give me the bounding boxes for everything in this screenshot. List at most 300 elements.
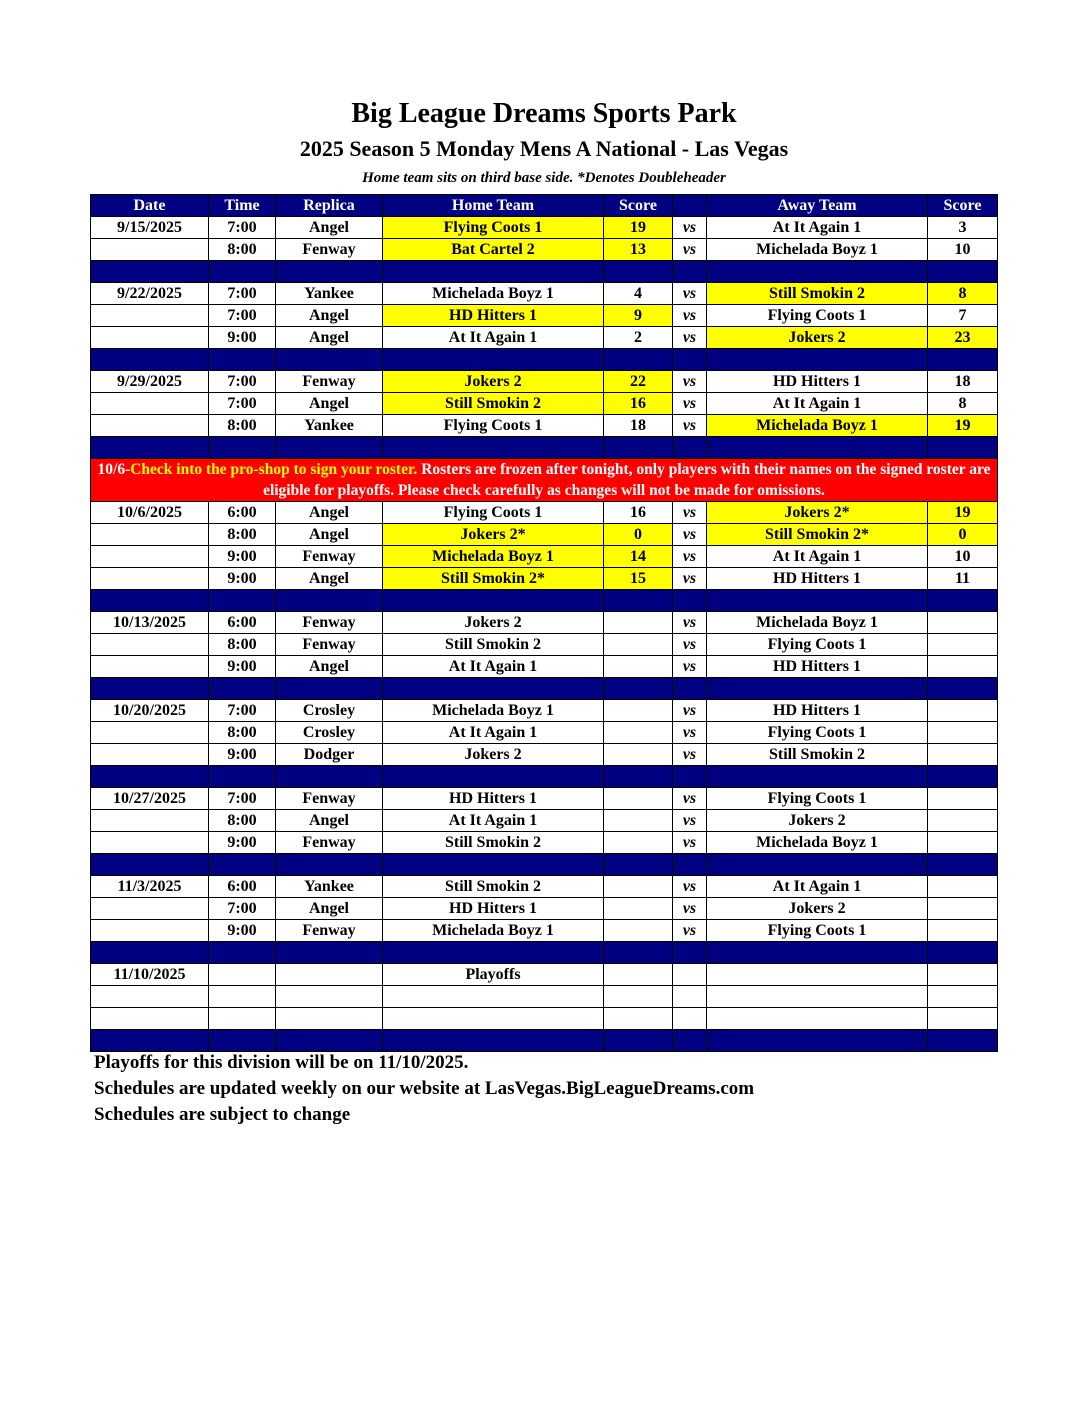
away-score-cell: 18 [928, 371, 998, 393]
separator-cell [209, 437, 276, 459]
separator-cell [276, 261, 383, 283]
home-team-cell: Jokers 2 [383, 612, 604, 634]
week-separator-row [91, 437, 998, 459]
footer-playoffs-note: Playoffs for this division will be on 11/10/2025. [94, 1052, 469, 1073]
field-cell: Crosley [276, 700, 383, 722]
home-score-cell [604, 986, 673, 1008]
field-cell: Angel [276, 656, 383, 678]
page-title: Big League Dreams Sports Park [351, 98, 737, 129]
separator-cell [604, 261, 673, 283]
date-cell [91, 568, 209, 590]
home-score-cell [604, 612, 673, 634]
home-team-cell: HD Hitters 1 [383, 788, 604, 810]
vs-cell: vs [673, 876, 707, 898]
separator-cell [673, 678, 707, 700]
home-team-cell: Flying Coots 1 [383, 502, 604, 524]
notice-text: Rosters are frozen after tonight, only players with their names on the signed roster are eligible for playoffs. Please check carefully as changes will not be made for omissions. [263, 461, 991, 499]
field-cell [276, 986, 383, 1008]
time-cell: 6:00 [209, 612, 276, 634]
home-team-cell: Still Smokin 2 [383, 634, 604, 656]
date-cell: 10/6/2025 [91, 502, 209, 524]
field-cell: Fenway [276, 634, 383, 656]
home-team-cell: HD Hitters 1 [383, 305, 604, 327]
date-cell [91, 327, 209, 349]
date-cell: 11/10/2025 [91, 964, 209, 986]
vs-cell [673, 986, 707, 1008]
footer-website-note: Schedules are updated weekly on our website at LasVegas.BigLeagueDreams.com [94, 1078, 755, 1099]
date-cell [91, 415, 209, 437]
roster-notice-row [91, 459, 998, 502]
game-row [91, 415, 998, 437]
vs-cell: vs [673, 502, 707, 524]
game-row [91, 217, 998, 239]
separator-cell [383, 942, 604, 964]
vs-cell: vs [673, 524, 707, 546]
away-score-cell [928, 612, 998, 634]
week-separator-row [91, 942, 998, 964]
week-separator-row [91, 1030, 998, 1052]
field-cell: Angel [276, 810, 383, 832]
away-team-cell: HD Hitters 1 [707, 371, 928, 393]
home-score-cell [604, 964, 673, 986]
game-row [91, 832, 998, 854]
date-cell [91, 744, 209, 766]
vs-cell: vs [673, 700, 707, 722]
separator-cell [383, 349, 604, 371]
field-cell: Crosley [276, 722, 383, 744]
separator-cell [383, 261, 604, 283]
home-score-cell [604, 898, 673, 920]
field-cell: Yankee [276, 876, 383, 898]
game-row [91, 305, 998, 327]
page-note: Home team sits on third base side. *Denotes Doubleheader [362, 170, 726, 186]
home-team-cell: Playoffs [383, 964, 604, 986]
away-score-cell [928, 700, 998, 722]
separator-cell [276, 766, 383, 788]
date-cell [91, 305, 209, 327]
separator-cell [707, 1030, 928, 1052]
roster-notice [91, 459, 998, 502]
time-cell: 8:00 [209, 239, 276, 261]
separator-cell [276, 437, 383, 459]
away-score-cell [928, 634, 998, 656]
date-cell [91, 239, 209, 261]
game-row [91, 898, 998, 920]
home-score-cell: 22 [604, 371, 673, 393]
home-score-cell [604, 920, 673, 942]
away-score-cell [928, 832, 998, 854]
away-score-cell: 7 [928, 305, 998, 327]
away-team-cell: Still Smokin 2 [707, 283, 928, 305]
separator-cell [928, 766, 998, 788]
home-team-cell: Jokers 2 [383, 744, 604, 766]
separator-cell [673, 766, 707, 788]
field-cell: Angel [276, 217, 383, 239]
field-cell: Angel [276, 898, 383, 920]
separator-cell [707, 590, 928, 612]
vs-cell [673, 964, 707, 986]
separator-cell [928, 349, 998, 371]
time-cell: 8:00 [209, 722, 276, 744]
time-cell: 8:00 [209, 415, 276, 437]
separator-cell [209, 854, 276, 876]
vs-cell: vs [673, 327, 707, 349]
vs-cell: vs [673, 393, 707, 415]
away-team-cell: HD Hitters 1 [707, 656, 928, 678]
field-cell: Angel [276, 305, 383, 327]
vs-cell [673, 1008, 707, 1030]
home-team-cell: Still Smokin 2 [383, 832, 604, 854]
away-team-cell: At It Again 1 [707, 546, 928, 568]
time-cell: 7:00 [209, 283, 276, 305]
home-team-cell: Jokers 2* [383, 524, 604, 546]
away-team-cell: At It Again 1 [707, 876, 928, 898]
field-cell [276, 1008, 383, 1030]
away-score-cell [928, 656, 998, 678]
away-score-cell [928, 986, 998, 1008]
game-row [91, 656, 998, 678]
home-score-cell: 13 [604, 239, 673, 261]
separator-cell [673, 590, 707, 612]
away-score-cell: 10 [928, 239, 998, 261]
game-row [91, 920, 998, 942]
date-cell: 9/15/2025 [91, 217, 209, 239]
away-team-cell [707, 986, 928, 1008]
away-team-cell: Flying Coots 1 [707, 920, 928, 942]
game-row [91, 634, 998, 656]
col-header-time: Time [209, 195, 276, 217]
time-cell: 9:00 [209, 656, 276, 678]
week-separator-row [91, 261, 998, 283]
home-score-cell: 16 [604, 502, 673, 524]
vs-cell: vs [673, 568, 707, 590]
separator-cell [928, 261, 998, 283]
away-team-cell: Flying Coots 1 [707, 634, 928, 656]
home-score-cell: 14 [604, 546, 673, 568]
game-row [91, 964, 998, 986]
separator-cell [209, 766, 276, 788]
home-score-cell: 16 [604, 393, 673, 415]
home-score-cell [604, 832, 673, 854]
home-team-cell: Flying Coots 1 [383, 415, 604, 437]
time-cell: 9:00 [209, 568, 276, 590]
time-cell: 6:00 [209, 876, 276, 898]
footer-change-note: Schedules are subject to change [94, 1104, 351, 1125]
field-cell: Yankee [276, 283, 383, 305]
separator-cell [91, 261, 209, 283]
vs-cell: vs [673, 305, 707, 327]
vs-cell: vs [673, 371, 707, 393]
game-row [91, 744, 998, 766]
away-score-cell: 19 [928, 502, 998, 524]
separator-cell [707, 261, 928, 283]
separator-cell [383, 854, 604, 876]
time-cell [209, 1008, 276, 1030]
field-cell: Fenway [276, 832, 383, 854]
vs-cell: vs [673, 920, 707, 942]
field-cell: Fenway [276, 612, 383, 634]
col-header-home-score: Score [604, 195, 673, 217]
home-score-cell: 2 [604, 327, 673, 349]
vs-cell: vs [673, 744, 707, 766]
home-score-cell: 4 [604, 283, 673, 305]
home-score-cell: 18 [604, 415, 673, 437]
separator-cell [91, 678, 209, 700]
col-header-home-team: Home Team [383, 195, 604, 217]
separator-cell [707, 942, 928, 964]
away-team-cell: HD Hitters 1 [707, 700, 928, 722]
separator-cell [276, 590, 383, 612]
schedule-table [90, 194, 998, 1052]
separator-cell [604, 854, 673, 876]
time-cell: 9:00 [209, 327, 276, 349]
vs-cell: vs [673, 722, 707, 744]
vs-cell: vs [673, 239, 707, 261]
away-team-cell: Still Smokin 2 [707, 744, 928, 766]
date-cell [91, 634, 209, 656]
separator-cell [276, 1030, 383, 1052]
away-score-cell: 0 [928, 524, 998, 546]
game-row [91, 810, 998, 832]
separator-cell [276, 854, 383, 876]
home-score-cell [604, 700, 673, 722]
away-score-cell [928, 1008, 998, 1030]
separator-cell [673, 349, 707, 371]
vs-cell: vs [673, 283, 707, 305]
home-score-cell [604, 634, 673, 656]
separator-cell [604, 942, 673, 964]
header-row [91, 195, 998, 217]
field-cell: Fenway [276, 239, 383, 261]
separator-cell [383, 766, 604, 788]
away-team-cell: HD Hitters 1 [707, 568, 928, 590]
away-team-cell: Michelada Boyz 1 [707, 415, 928, 437]
game-row [91, 700, 998, 722]
field-cell [276, 964, 383, 986]
away-team-cell: Michelada Boyz 1 [707, 239, 928, 261]
time-cell: 9:00 [209, 546, 276, 568]
vs-cell: vs [673, 217, 707, 239]
home-score-cell [604, 722, 673, 744]
home-score-cell: 9 [604, 305, 673, 327]
separator-cell [604, 678, 673, 700]
col-header-vs [673, 195, 707, 217]
time-cell [209, 964, 276, 986]
vs-cell: vs [673, 788, 707, 810]
game-row [91, 788, 998, 810]
home-team-cell: Jokers 2 [383, 371, 604, 393]
field-cell: Fenway [276, 371, 383, 393]
away-team-cell [707, 1008, 928, 1030]
date-cell: 9/22/2025 [91, 283, 209, 305]
home-team-cell: HD Hitters 1 [383, 898, 604, 920]
time-cell: 9:00 [209, 832, 276, 854]
home-team-cell: Still Smokin 2* [383, 568, 604, 590]
time-cell: 7:00 [209, 217, 276, 239]
home-score-cell [604, 1008, 673, 1030]
home-team-cell [383, 1008, 604, 1030]
separator-cell [928, 678, 998, 700]
away-score-cell: 23 [928, 327, 998, 349]
home-score-cell [604, 656, 673, 678]
col-header-away-team: Away Team [707, 195, 928, 217]
field-cell: Yankee [276, 415, 383, 437]
week-separator-row [91, 678, 998, 700]
away-score-cell [928, 964, 998, 986]
time-cell: 7:00 [209, 788, 276, 810]
field-cell: Angel [276, 568, 383, 590]
field-cell: Fenway [276, 788, 383, 810]
separator-cell [707, 766, 928, 788]
away-score-cell: 8 [928, 393, 998, 415]
date-cell: 9/29/2025 [91, 371, 209, 393]
game-row [91, 722, 998, 744]
home-score-cell: 15 [604, 568, 673, 590]
away-score-cell [928, 898, 998, 920]
home-team-cell: At It Again 1 [383, 810, 604, 832]
notice-highlight: Check into the pro-shop to sign your roster. [130, 461, 418, 478]
separator-cell [209, 349, 276, 371]
field-cell: Dodger [276, 744, 383, 766]
home-score-cell [604, 744, 673, 766]
vs-cell: vs [673, 546, 707, 568]
game-row [91, 371, 998, 393]
game-row [91, 1008, 998, 1030]
away-score-cell [928, 876, 998, 898]
away-score-cell [928, 788, 998, 810]
home-team-cell: Still Smokin 2 [383, 876, 604, 898]
time-cell: 8:00 [209, 634, 276, 656]
game-row [91, 876, 998, 898]
separator-cell [673, 1030, 707, 1052]
date-cell: 10/20/2025 [91, 700, 209, 722]
away-team-cell: Flying Coots 1 [707, 788, 928, 810]
home-score-cell [604, 810, 673, 832]
time-cell: 7:00 [209, 393, 276, 415]
away-score-cell [928, 920, 998, 942]
separator-cell [276, 678, 383, 700]
home-team-cell: Michelada Boyz 1 [383, 546, 604, 568]
home-score-cell: 0 [604, 524, 673, 546]
separator-cell [707, 854, 928, 876]
away-score-cell [928, 722, 998, 744]
away-score-cell: 10 [928, 546, 998, 568]
separator-cell [707, 349, 928, 371]
week-separator-row [91, 349, 998, 371]
home-team-cell: At It Again 1 [383, 327, 604, 349]
separator-cell [673, 854, 707, 876]
date-cell [91, 546, 209, 568]
separator-cell [928, 942, 998, 964]
date-cell [91, 986, 209, 1008]
col-header-replica: Replica [276, 195, 383, 217]
separator-cell [209, 261, 276, 283]
separator-cell [276, 942, 383, 964]
date-cell [91, 898, 209, 920]
home-team-cell: Bat Cartel 2 [383, 239, 604, 261]
separator-cell [673, 261, 707, 283]
away-team-cell: At It Again 1 [707, 393, 928, 415]
separator-cell [383, 1030, 604, 1052]
game-row [91, 239, 998, 261]
separator-cell [276, 349, 383, 371]
vs-cell: vs [673, 810, 707, 832]
away-team-cell: Michelada Boyz 1 [707, 832, 928, 854]
date-cell: 11/3/2025 [91, 876, 209, 898]
time-cell: 7:00 [209, 371, 276, 393]
schedule-body [91, 217, 998, 1052]
separator-cell [91, 766, 209, 788]
separator-cell [209, 678, 276, 700]
vs-cell: vs [673, 634, 707, 656]
date-cell [91, 393, 209, 415]
vs-cell: vs [673, 612, 707, 634]
vs-cell: vs [673, 832, 707, 854]
home-team-cell: Michelada Boyz 1 [383, 920, 604, 942]
away-team-cell: Flying Coots 1 [707, 305, 928, 327]
separator-cell [91, 942, 209, 964]
time-cell: 8:00 [209, 524, 276, 546]
time-cell: 9:00 [209, 920, 276, 942]
field-cell: Angel [276, 502, 383, 524]
separator-cell [383, 590, 604, 612]
separator-cell [91, 349, 209, 371]
field-cell: Angel [276, 524, 383, 546]
week-separator-row [91, 766, 998, 788]
separator-cell [928, 437, 998, 459]
separator-cell [383, 437, 604, 459]
away-team-cell: At It Again 1 [707, 217, 928, 239]
date-cell [91, 1008, 209, 1030]
page-subtitle: 2025 Season 5 Monday Mens A National - Las Vegas [299, 136, 789, 161]
away-score-cell [928, 744, 998, 766]
date-cell [91, 656, 209, 678]
away-team-cell: Jokers 2 [707, 810, 928, 832]
separator-cell [604, 349, 673, 371]
separator-cell [91, 437, 209, 459]
away-team-cell: Flying Coots 1 [707, 722, 928, 744]
field-cell: Fenway [276, 920, 383, 942]
field-cell: Fenway [276, 546, 383, 568]
separator-cell [604, 766, 673, 788]
time-cell: 7:00 [209, 305, 276, 327]
separator-cell [673, 942, 707, 964]
time-cell [209, 986, 276, 1008]
separator-cell [604, 437, 673, 459]
game-row [91, 502, 998, 524]
game-row [91, 393, 998, 415]
date-cell [91, 810, 209, 832]
away-score-cell [928, 810, 998, 832]
field-cell: Angel [276, 327, 383, 349]
vs-cell: vs [673, 656, 707, 678]
game-row [91, 612, 998, 634]
away-team-cell: Still Smokin 2* [707, 524, 928, 546]
separator-cell [209, 1030, 276, 1052]
separator-cell [928, 590, 998, 612]
home-team-cell: At It Again 1 [383, 722, 604, 744]
week-separator-row [91, 854, 998, 876]
away-team-cell: Michelada Boyz 1 [707, 612, 928, 634]
away-team-cell [707, 964, 928, 986]
time-cell: 7:00 [209, 700, 276, 722]
home-team-cell: Still Smokin 2 [383, 393, 604, 415]
separator-cell [209, 942, 276, 964]
home-score-cell [604, 876, 673, 898]
date-cell: 10/13/2025 [91, 612, 209, 634]
away-score-cell: 8 [928, 283, 998, 305]
time-cell: 8:00 [209, 810, 276, 832]
